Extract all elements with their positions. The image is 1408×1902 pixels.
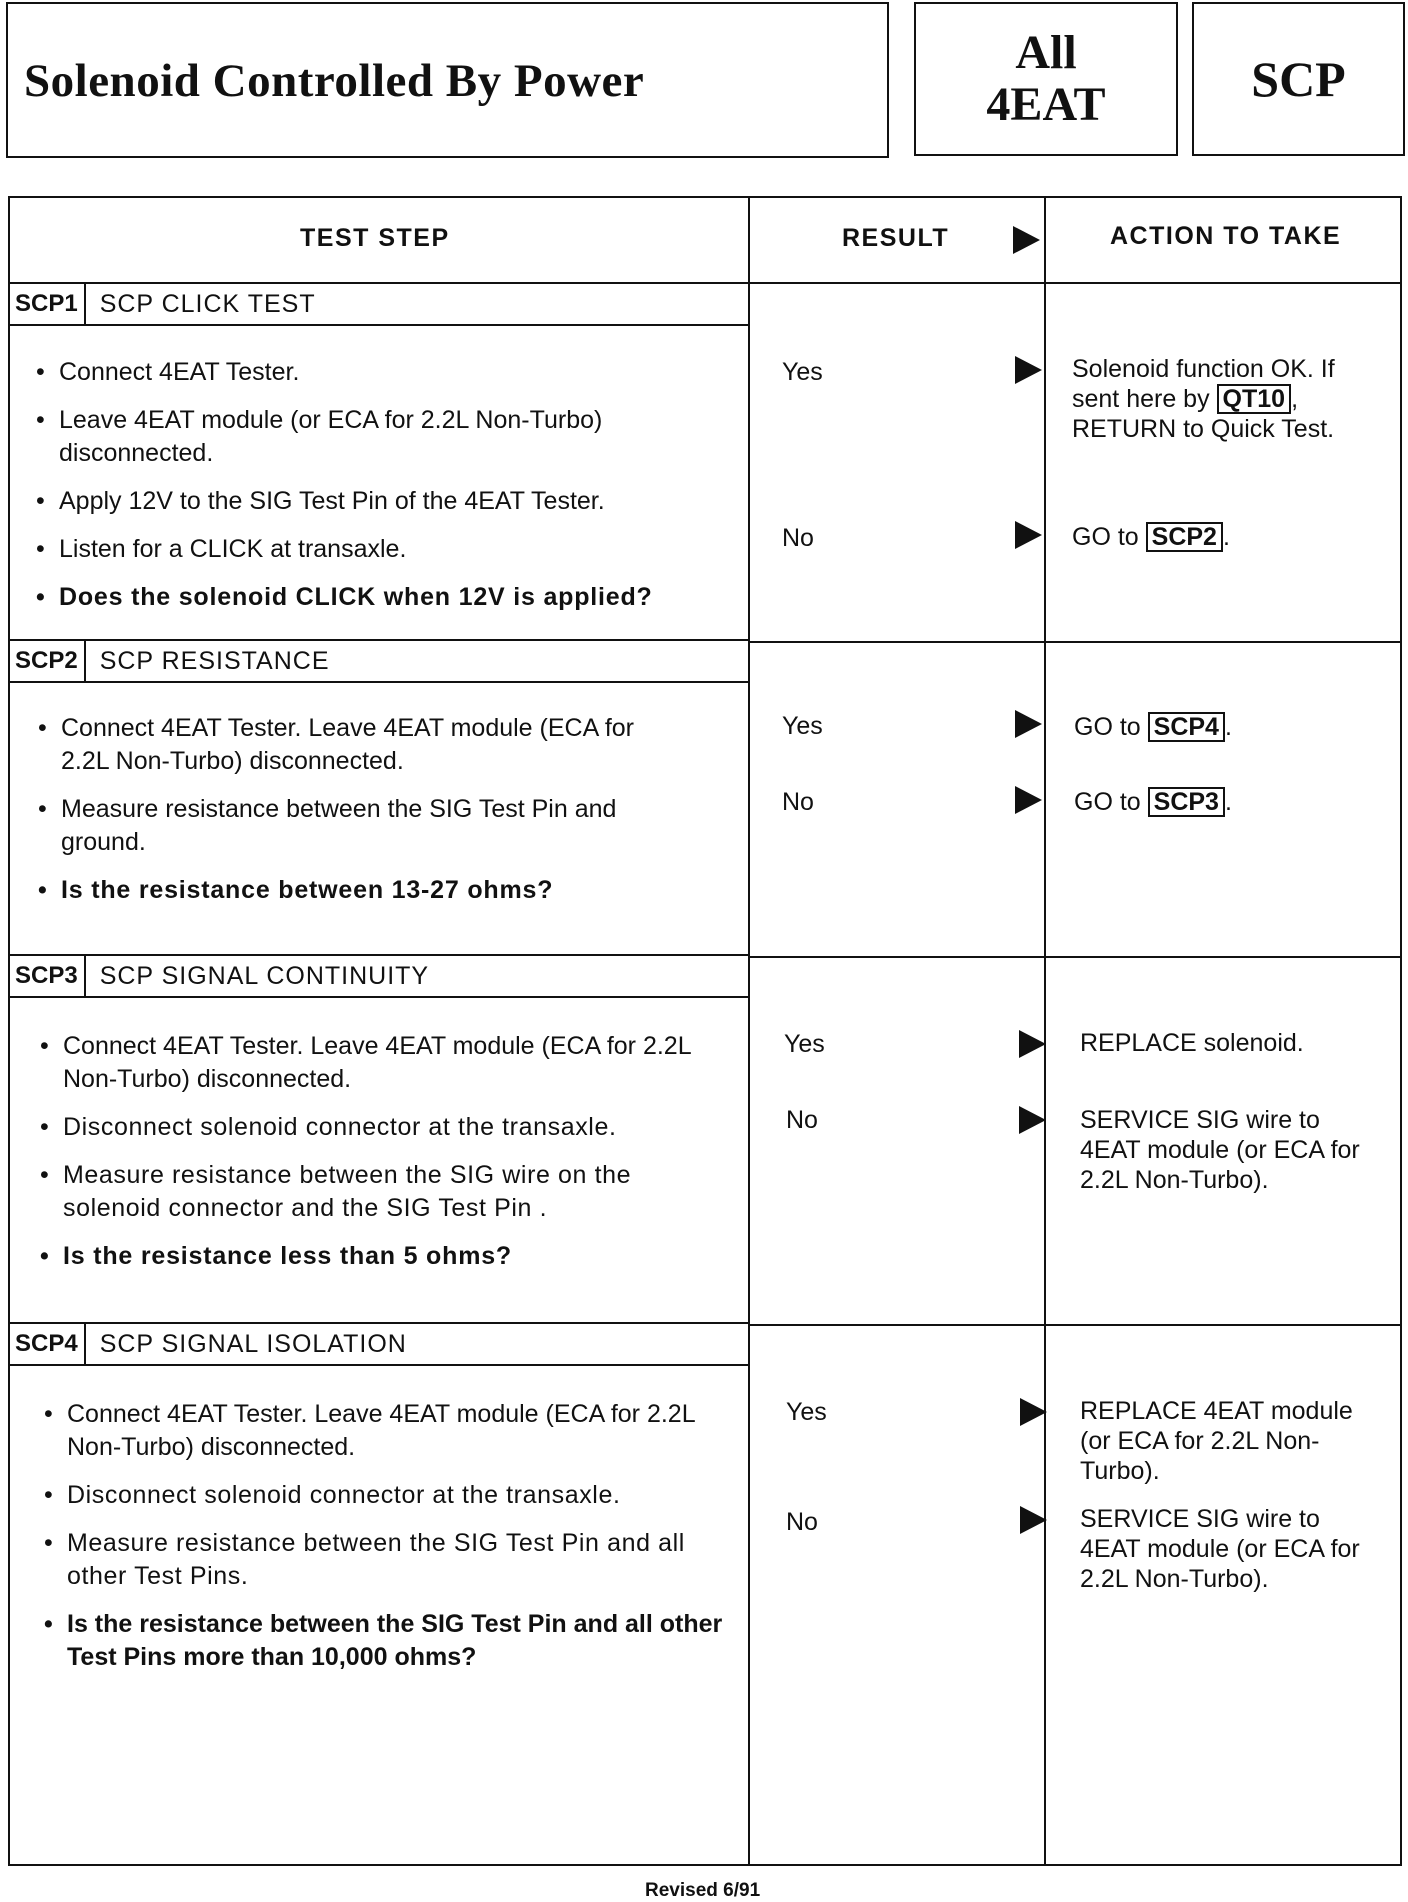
result-arrow-icon (1015, 356, 1042, 384)
diagnostic-table (8, 196, 1402, 1866)
result-arrow-icon (1019, 1030, 1046, 1058)
result-yes: Yes (782, 712, 823, 740)
result-arrow-icon (1019, 1106, 1046, 1134)
list-item-question: • Is the resistance between the SIG Test Pin and all other Test Pins more than 10,000 ohms? (40, 1608, 727, 1674)
step-header-scp2 (10, 641, 748, 683)
action-text-post: . (1224, 788, 1232, 816)
result-no: No (786, 1106, 818, 1134)
action-text-pre: GO to (1074, 788, 1141, 816)
list-item: • Connect 4EAT Tester. (32, 356, 732, 389)
list-item: • Disconnect solenoid connector at the transaxle. (36, 1111, 726, 1144)
title-box (6, 2, 889, 158)
list-item: • Measure resistance between the SIG Test Pin and all other Test Pins. (40, 1527, 727, 1593)
step-header-scp4 (10, 1324, 748, 1366)
list-item: • Leave 4EAT module (or ECA for 2.2L Non-Turbo) disconnected. (32, 404, 689, 470)
action-text: SERVICE SIG wire to 4EAT module (or ECA for 2.2L Non-Turbo). (1080, 1106, 1360, 1194)
step-header-scp3 (10, 956, 748, 998)
action-text: REPLACE 4EAT module (or ECA for 2.2L Non-Turbo). (1080, 1397, 1353, 1485)
step-bullets-scp2 (34, 712, 694, 907)
list-item: • Measure resistance between the SIG wire on the solenoid connector and the SIG Test Pin . (36, 1159, 723, 1225)
page-title: Solenoid Controlled By Power (24, 55, 645, 107)
action-text (1074, 712, 1374, 742)
result-arrow-icon (1020, 1506, 1047, 1534)
reference-box: SCP3 (1148, 787, 1225, 817)
reference-box: SCP2 (1146, 522, 1223, 552)
list-item: • Apply 12V to the SIG Test Pin of the 4EAT Tester. (32, 485, 732, 518)
action-text-post: , RETURN to Quick Test. (1072, 385, 1335, 443)
step-header-scp1 (10, 284, 748, 326)
result-no: No (786, 1508, 818, 1536)
models-box (914, 2, 1178, 156)
action-text-post: . (1222, 523, 1230, 551)
list-item: • Connect 4EAT Tester. Leave 4EAT module (ECA for 2.2L Non-Turbo) disconnected. (40, 1398, 717, 1464)
result-no: No (782, 524, 814, 552)
list-item: • Connect 4EAT Tester. Leave 4EAT module (ECA for 2.2L Non-Turbo) disconnected. (34, 712, 681, 778)
list-item: • Disconnect solenoid connector at the transaxle. (40, 1479, 730, 1512)
action-text (1074, 787, 1374, 817)
action-text (1072, 354, 1372, 444)
code-box (1192, 2, 1405, 156)
header-arrow-icon (1013, 226, 1040, 254)
reference-box: QT10 (1217, 384, 1292, 414)
divider-result (748, 198, 750, 1864)
col-action: ACTION TO TAKE (1110, 222, 1342, 250)
step-id: SCP1 (10, 284, 86, 324)
section-code: SCP (1251, 51, 1346, 107)
reference-box: SCP4 (1148, 712, 1225, 742)
step-id: SCP2 (10, 641, 86, 681)
result-no: No (782, 788, 814, 816)
result-yes: Yes (782, 358, 823, 386)
action-text-pre: Solenoid function OK. If sent here by (1072, 355, 1335, 413)
list-item-question: • Does the solenoid CLICK when 12V is applied? (32, 581, 732, 614)
action-text: REPLACE solenoid. (1080, 1029, 1304, 1057)
revision-footer: Revised 6/91 (645, 1880, 761, 1901)
result-yes: Yes (784, 1030, 825, 1058)
step-id: SCP4 (10, 1324, 86, 1364)
step-bullets-scp3 (36, 1030, 726, 1273)
action-text-post: . (1224, 713, 1232, 741)
result-arrow-icon (1015, 786, 1042, 814)
action-text-pre: GO to (1072, 523, 1139, 551)
action-text: SERVICE SIG wire to 4EAT module (or ECA for 2.2L Non-Turbo). (1080, 1505, 1360, 1593)
col-test-step: TEST STEP (300, 224, 450, 252)
step-name: SCP SIGNAL ISOLATION (99, 1329, 407, 1358)
action-text-pre: GO to (1074, 713, 1141, 741)
models-line-1: All (1015, 26, 1077, 79)
step-id: SCP3 (10, 956, 86, 996)
row-divider-2 (748, 956, 1400, 958)
result-arrow-icon (1015, 521, 1042, 549)
step-name: SCP SIGNAL CONTINUITY (99, 961, 430, 990)
step-name: SCP CLICK TEST (99, 289, 316, 318)
list-item-question: • Is the resistance less than 5 ohms? (36, 1240, 726, 1273)
row-divider-1 (748, 641, 1400, 643)
result-arrow-icon (1020, 1398, 1047, 1426)
models-line-2: 4EAT (986, 78, 1106, 131)
list-item-question: • Is the resistance between 13-27 ohms? (34, 874, 694, 907)
list-item: • Measure resistance between the SIG Test Pin and ground. (34, 793, 701, 859)
list-item: • Listen for a CLICK at transaxle. (32, 533, 732, 566)
step-bullets-scp4 (40, 1398, 730, 1674)
result-yes: Yes (786, 1398, 827, 1426)
row-divider-3 (748, 1324, 1400, 1326)
col-result: RESULT (842, 224, 950, 252)
list-item: • Connect 4EAT Tester. Leave 4EAT module (ECA for 2.2L Non-Turbo) disconnected. (36, 1030, 713, 1096)
result-arrow-icon (1015, 710, 1042, 738)
step-bullets-scp1 (32, 356, 732, 614)
action-text (1072, 522, 1372, 552)
step-name: SCP RESISTANCE (99, 646, 330, 675)
